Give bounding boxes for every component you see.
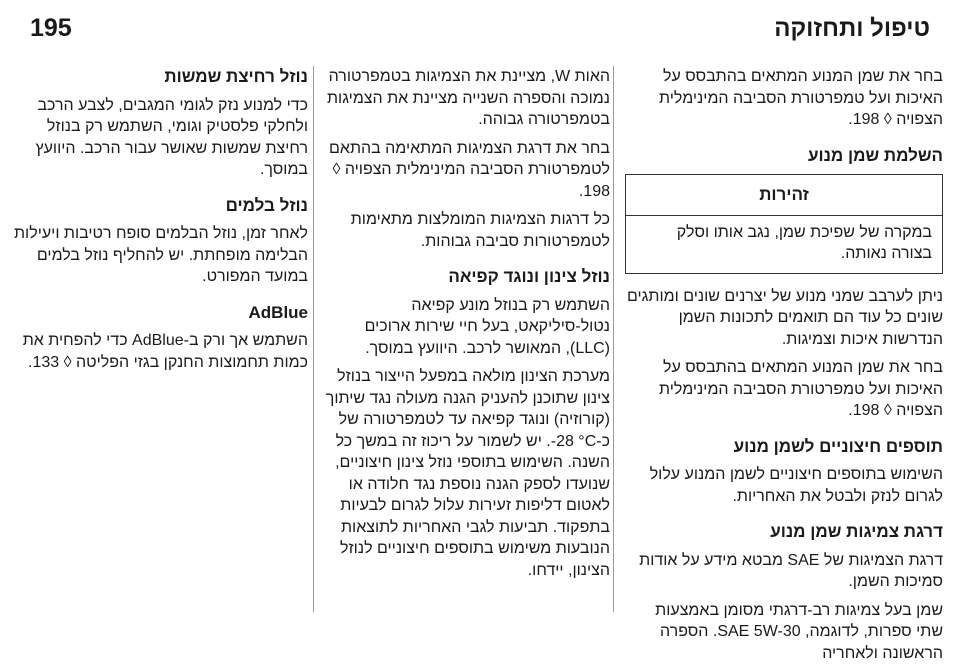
page-header (0, 0, 960, 56)
section-heading-brake-fluid: נוזל בלמים (225, 195, 308, 215)
paragraph: דרגת הצמיגות של SAE מבטא מידע על אודות סמיכות השמן. (639, 551, 943, 590)
warning-title: זהירות (626, 175, 942, 216)
column-middle (320, 66, 610, 588)
paragraph: בחר את שמן המנוע המתאים בהתבסס על האיכות ועל טמפרטורת הסביבה המינימלית הצפויה ◊ 198. (659, 68, 943, 128)
paragraph: בחר את דרגת הצמיגות המתאימה בהתאם לטמפרטורת הסביבה המינימלית הצפויה ◊ 198. (329, 139, 610, 200)
page-title: טיפול ותחזוקה (774, 15, 930, 42)
warning-box (625, 174, 943, 274)
paragraph: כדי למנוע נזק לגומי המגבים, לצבע הרכב ולחלקי פלסטיק וגומי, השתמש רק בנוזל רחיצת שמשות שאושר עבור הרכב. היוועץ במוסך. (35, 96, 308, 178)
paragraph: השתמש אך ורק ב-AdBlue כדי להפחית את כמות תחמוצות החנקן בגזי הפליטה ◊ 133. (22, 332, 308, 371)
paragraph: שמן בעל צמיגות רב-דרגתי מסומן באמצעות שתי ספרות, לדוגמה, SAE 5W-30. הספרה הראשונה ולאחריה (655, 601, 943, 662)
column-divider (613, 66, 614, 612)
section-heading-adblue: AdBlue (248, 302, 308, 322)
paragraph: השימוש בתוספים חיצוניים לשמן המנוע עלול לגרום לנזק ולבטל את האחריות. (649, 466, 943, 505)
column-divider (313, 66, 314, 612)
page-number: 195 (30, 14, 72, 42)
paragraph: השתמש רק בנוזל מונע קפיאה נטול-סיליקאט, בעל חיי שירות ארוכים (LLC), המאושר לרכב. היוועץ במוסך. (364, 296, 610, 357)
section-heading-adding-oil: השלמת שמן מנוע (807, 145, 943, 165)
paragraph: לאחר זמן, נוזל הבלמים סופח רטיבות ויעילות הבלימה מופחתת. יש להחליף נוזל בלמים במועד המפורט. (14, 225, 308, 285)
column-left (10, 66, 308, 380)
paragraph: האות W, מציינת את הצמיגות בטמפרטורה נמוכה והספרה השנייה מציינת את הצמיגות בטמפרטורה גבוהה. (327, 68, 610, 128)
column-right (625, 66, 943, 671)
paragraph: כל דרגות הצמיגות המומלצות מתאימות לטמפרטורות סביבה גבוהות. (350, 211, 610, 250)
paragraph: מערכת הצינון מולאה במפעל הייצור בנוזל צינון שתוכנן להעניק הגנה מעולה נגד שיתוך (קורוזיה) ונוגד קפיאה עד לטמפרטורה של כ-‎-28 °C. יש לשמור על ריכוז זה במשך כל השנה. השימוש בתוספי נוזל צינון חיצוניים, שנועדו לספק הגנה נוספת נגד חלודה או לאטום דליפות זעירות עלול לגרום לבעיות בתפקוד. תביעות לגבי האחריות לתוצאות הנובעות משימוש בתוספים חיצוניים לנוזל הצינון, יידחו. (325, 368, 610, 579)
section-heading-oil-additives: תוספים חיצוניים לשמן מנוע (733, 436, 943, 456)
section-heading-coolant: נוזל צינון ונוגד קפיאה (448, 267, 610, 286)
warning-text: במקרה של שפיכת שמן, נגב אותו וסלק בצורה נאותה. (676, 223, 932, 262)
paragraph: ניתן לערבב שמני מנוע של יצרנים שונים ומותגים שונים כל עוד הם תואמים לתכונות השמן הנדרשות איכות וצמיגות. (626, 287, 943, 348)
section-heading-viscosity: דרגת צמיגות שמן מנוע (770, 522, 943, 541)
section-heading-washer-fluid: נוזל רחיצת שמשות (164, 67, 308, 86)
paragraph: בחר את שמן המנוע המתאים בהתבסס על האיכות ועל טמפרטורת הסביבה המינימלית הצפויה ◊ 198. (659, 359, 943, 419)
